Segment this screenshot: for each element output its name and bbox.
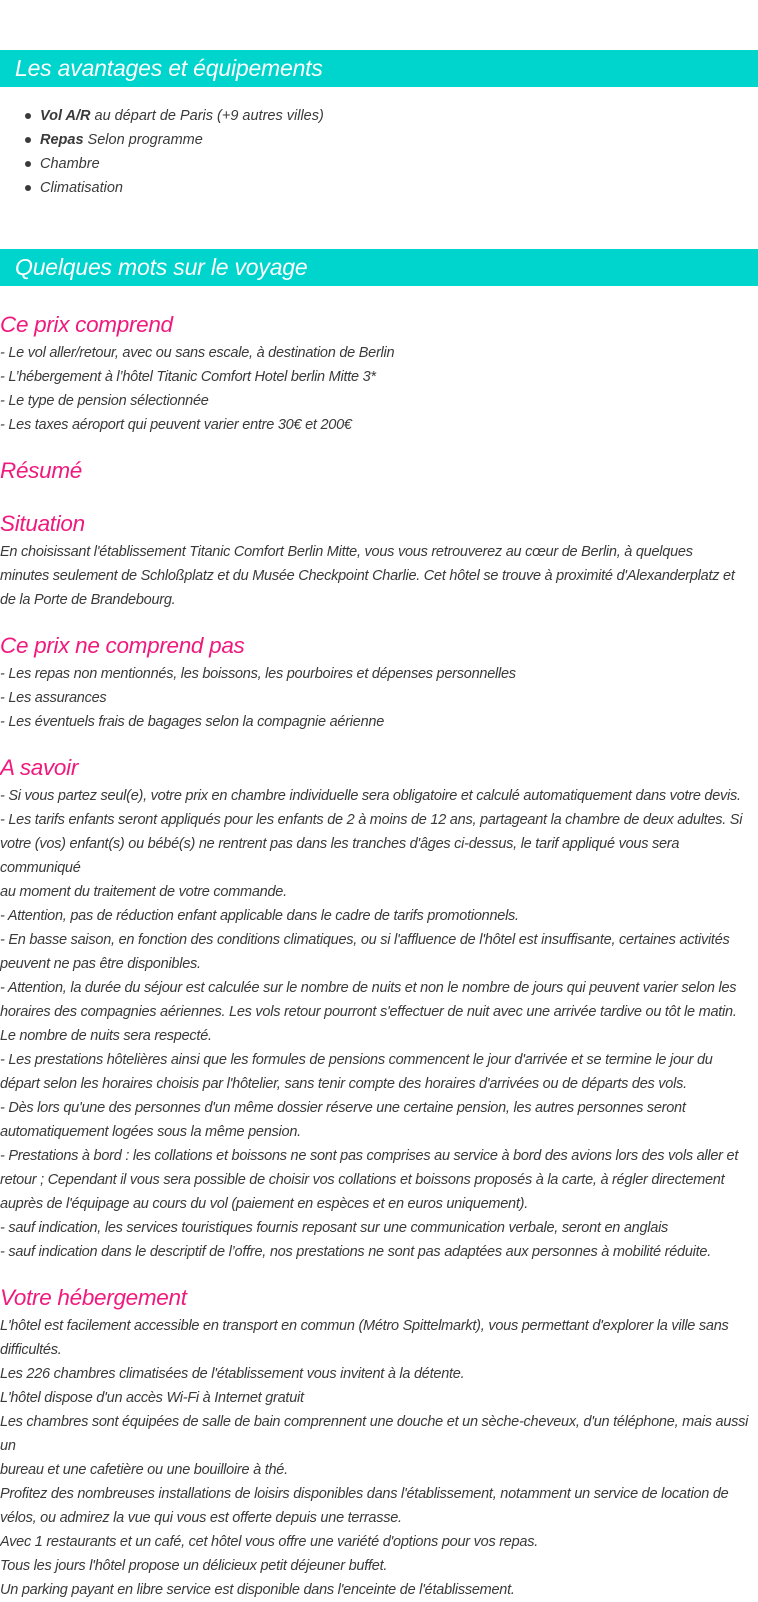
- to-know-line: - En basse saison, en fonction des conditions climatiques, ou si l'affluence de l'hôtel est insuffisante, certaines activités: [0, 932, 730, 948]
- to-know-title: A savoir: [0, 755, 79, 780]
- perk-text: Chambre: [40, 156, 100, 172]
- accommodation-line: Profitez des nombreuses installations de loisirs disponibles dans l'établissement, notamment un service de location de: [0, 1486, 729, 1502]
- accommodation-line: Un parking payant en libre service est disponible dans l'enceinte de l'établissement.: [0, 1582, 515, 1598]
- to-know-line: - Les prestations hôtelières ainsi que les formules de pensions commencent le jour d'arrivée et se termine le jour du: [0, 1052, 713, 1068]
- bullet-icon: [25, 161, 31, 167]
- summary-title: Résumé: [0, 458, 82, 483]
- list-item: [0, 176, 324, 200]
- accommodation-line: L'hôtel est facilement accessible en transport en commun (Métro Spittelmarkt), vous permettant d'explorer la ville sans: [0, 1318, 729, 1334]
- to-know-line: horaires des compagnies aériennes. Les vols retour pourront s'effectuer de nuit avec une arrivée tardive ou tôt le matin.: [0, 1004, 737, 1020]
- included-title: Ce prix comprend: [0, 312, 173, 337]
- to-know-line: retour ; Cependant il vous sera possible de choisir vos collations et boissons proposés à la carte, à régler directement: [0, 1172, 725, 1188]
- included-line: - L’hébergement à l’hôtel Titanic Comfort Hotel berlin Mitte 3*: [0, 369, 376, 385]
- bullet-icon: [25, 137, 31, 143]
- to-know-line: - Attention, la durée du séjour est calculée sur le nombre de nuits et non le nombre de jours qui peuvent varier selon les: [0, 980, 737, 996]
- to-know-line: - Attention, pas de réduction enfant applicable dans le cadre de tarifs promotionnels.: [0, 908, 519, 924]
- accommodation-section: [0, 1282, 758, 1602]
- accommodation-line: Les 226 chambres climatisées de l'établissement vous invitent à la détente.: [0, 1366, 465, 1382]
- accommodation-line: Tous les jours l'hôtel propose un délicieux petit déjeuner buffet.: [0, 1558, 388, 1574]
- to-know-line: Le nombre de nuits sera respecté.: [0, 1028, 212, 1044]
- accommodation-line: Les chambres sont équipées de salle de bain comprennent une douche et un sèche-cheveux, d'un téléphone, mais aussi un: [0, 1414, 749, 1454]
- perk-text: Selon programme: [83, 132, 203, 148]
- situation-line: En choisissant l'établissement Titanic Comfort Berlin Mitte, vous vous retrouverez au cœur de Berlin, à quelques: [0, 544, 693, 560]
- situation-line: de la Porte de Brandebourg.: [0, 592, 176, 608]
- accommodation-line: Avec 1 restaurants et un café, cet hôtel vous offre une variété d'options pour vos repas.: [0, 1534, 539, 1550]
- list-item: [0, 128, 324, 152]
- accommodation-title: Votre hébergement: [0, 1285, 187, 1310]
- to-know-line: votre (vos) enfant(s) ou bébé(s) ne rentrent pas dans les tranches d'âges ci-dessus, le tarif appliqué vous sera communiqué: [0, 836, 680, 876]
- to-know-line: - Si vous partez seul(e), votre prix en chambre individuelle sera obligatoire et calculé automatiquement dans votre devis.: [0, 788, 741, 804]
- bullet-icon: [25, 113, 31, 119]
- not-included-line: - Les assurances: [0, 690, 107, 706]
- accommodation-line: vélos, ou admirez la vue qui vous est offerte depuis une terrasse.: [0, 1510, 402, 1526]
- to-know-line: départ selon les horaires choisis par l'hôtelier, sans tenir compte des horaires d'arrivées ou de départs des vols.: [0, 1076, 687, 1092]
- to-know-line: - Les tarifs enfants seront appliqués pour les enfants de 2 à moins de 12 ans, partageant la chambre de deux adultes. Si: [0, 812, 743, 828]
- to-know-line: auprès de l'équipage au cours du vol (paiement en espèces et en euros uniquement).: [0, 1196, 528, 1212]
- included-line: - Les taxes aéroport qui peuvent varier entre 30€ et 200€: [0, 417, 352, 433]
- perk-label: Vol A/R: [40, 108, 91, 124]
- situation-section: [0, 508, 758, 612]
- accommodation-line: L'hôtel dispose d'un accès Wi-Fi à Internet gratuit: [0, 1390, 304, 1406]
- not-included-section: [0, 630, 758, 734]
- perk-text: au départ de Paris (+9 autres villes): [90, 108, 324, 124]
- perks-section-header: Les avantages et équipements: [0, 50, 758, 87]
- to-know-line: - sauf indication, les services touristiques fournis reposant sur une communication verbale, seront en anglais: [0, 1220, 669, 1236]
- to-know-line: automatiquement logées sous la même pension.: [0, 1124, 301, 1140]
- not-included-line: - Les éventuels frais de bagages selon la compagnie aérienne: [0, 714, 385, 730]
- to-know-line: au moment du traitement de votre commande.: [0, 884, 287, 900]
- trip-section-header: Quelques mots sur le voyage: [0, 249, 758, 286]
- accommodation-line: difficultés.: [0, 1342, 62, 1358]
- summary-section: [0, 455, 758, 487]
- bullet-icon: [25, 185, 31, 191]
- to-know-line: - Dès lors qu'une des personnes d'un même dossier réserve une certaine pension, les autres personnes seront: [0, 1100, 686, 1116]
- not-included-line: - Les repas non mentionnés, les boissons, les pourboires et dépenses personnelles: [0, 666, 516, 682]
- list-item: [0, 152, 324, 176]
- to-know-section: [0, 752, 758, 1264]
- included-line: - Le type de pension sélectionnée: [0, 393, 209, 409]
- perks-list: [0, 104, 324, 200]
- not-included-title: Ce prix ne comprend pas: [0, 633, 245, 658]
- included-section: [0, 309, 758, 437]
- trip-details: [0, 309, 758, 1602]
- to-know-line: - Prestations à bord : les collations et boissons ne sont pas comprises au service à bord des avions lors des vols aller et: [0, 1148, 739, 1164]
- perk-text: Climatisation: [40, 180, 123, 196]
- to-know-line: - sauf indication dans le descriptif de l’offre, nos prestations ne sont pas adaptées aux personnes à mobilité réduite.: [0, 1244, 711, 1260]
- situation-line: minutes seulement de Schloßplatz et du Musée Checkpoint Charlie. Cet hôtel se trouve à proximité d'Alexanderplatz et: [0, 568, 735, 584]
- accommodation-line: bureau et une cafetière ou une bouilloire à thé.: [0, 1462, 288, 1478]
- perk-label: Repas: [40, 132, 84, 148]
- list-item: [0, 104, 324, 128]
- situation-title: Situation: [0, 511, 85, 536]
- included-line: - Le vol aller/retour, avec ou sans escale, à destination de Berlin: [0, 345, 395, 361]
- to-know-line: peuvent ne pas être disponibles.: [0, 956, 201, 972]
